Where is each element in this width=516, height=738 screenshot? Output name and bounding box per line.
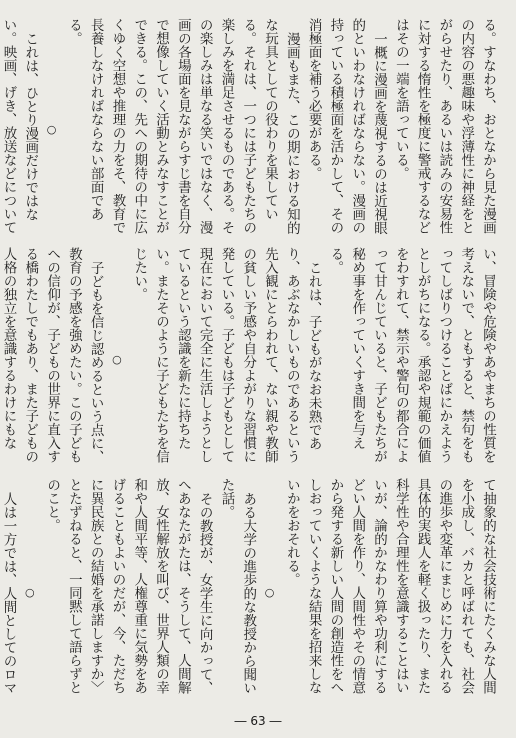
paragraph: い、冒険や危険やあやまちの性質を考えないで、ともすると、禁句をもってしばりつけることばにかえようとしがちになる。承認や規範の価値をわすれて、禁示や警句の都合によって甘んじていると、子どもたちが秘め事を作っていくすき間を与える。 bbox=[327, 247, 496, 463]
paragraph: これは、ひとり漫画だけではない。映画、げき、放送などについて bbox=[0, 18, 39, 234]
paragraph: 子どもを信じ認めるという点に、教育の予感を強めたい。この子どもへの信仰が、子どもの世界に直入する橋わたしでもあり、また子どもの人格の独立を意識するわけにもな bbox=[0, 247, 104, 463]
section-divider: ○ bbox=[110, 352, 124, 366]
section-divider: ○ bbox=[263, 585, 277, 599]
paragraph: る。すなわち、おとなから見た漫画の内容の悪趣味や浮薄性に神経をとがらせたり、あるいは読みの安易性に対する惰性を極度に警戒するなどはその一端を語っている。 bbox=[392, 18, 496, 234]
paragraph: て抽象的な社会技術にたくみな人間を小成し、バカと呼ばれても、社会の進歩や変革にまじめに力を入れる具体的実践人を軽く扱ったり、また科学性や合理性を意識することはいいが、論的かなわり算や功利にするどい人間を作り、人間性やその情意から発する新しい人間の創造性をへしおっていくような結果を招来しないかをおそれる。 bbox=[283, 478, 496, 694]
paragraph: 一概に漫画を蔑視するのは近視眼的といわなければならない。漫画の持っている積極面を活かして、その消極面を補う必要がある。 bbox=[305, 18, 388, 234]
paragraph: その教授が、女学生に向かって、へあなたがたは、そうして、人間解放、女性解放を叫び、世界人類の幸和や人間平等、人権尊重に気勢をあげることもよいのだが、今、ただちに異民族との結婚を承諾しますか〉とたずねると、一同黙して語らずとのこと。 bbox=[44, 478, 213, 694]
text-tier-upper bbox=[0, 18, 498, 240]
text-tier-middle bbox=[0, 247, 498, 471]
paragraph: これは、子どもがなお未熟であり、あぶなかしいものであるという先入観にとらわれて、ない親や教師の貧しい予感や自分よがりな習慣に発している。子どもは子どもとして現在において完全に生活しようとしているという認識を新たに持ちたい。またそのように子どもたちを信じたい。 bbox=[131, 247, 322, 463]
page-number: ― 63 ― bbox=[234, 714, 282, 728]
text-tier-lower bbox=[0, 478, 498, 706]
paragraph: ある大学の進歩的な教授から聞いた話。 bbox=[218, 478, 257, 694]
paragraph: 人は一方では、人間としてのロマ bbox=[0, 491, 17, 694]
section-divider: ○ bbox=[23, 585, 37, 599]
paragraph: 漫画もまた、この期における知的な玩具としての役わりを果している。それは、一つには子どもたちの楽しみを満足させるものである。その楽しみは単なる笑いではなく、漫画の各場面を見ながらすじ書を自分で想像していく活動とみなすことができる。この、先への期待の中に広くゆく空想や推理の力をそ、教育で長養しなければならない部面である。 bbox=[65, 18, 300, 234]
section-divider: ○ bbox=[45, 122, 59, 136]
